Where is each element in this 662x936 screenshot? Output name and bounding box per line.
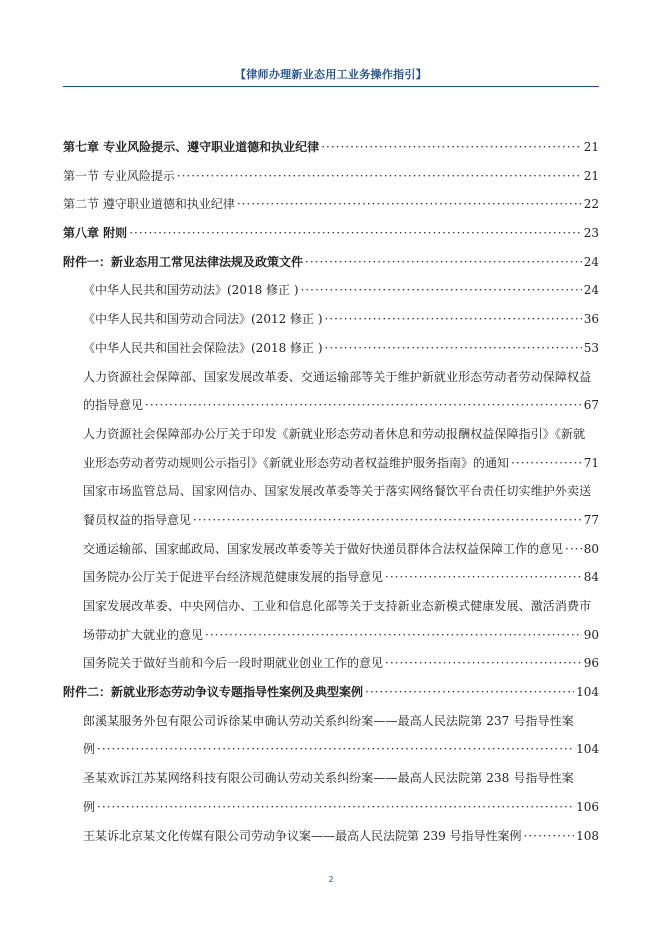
dot-leader	[385, 649, 582, 678]
toc-entry-line1[interactable]: 人力资源社会保障部办公厅关于印发《新就业形态劳动者休息和劳动报酬权益保障指引》《新就	[83, 426, 586, 441]
toc-entry-title: 王某诉北京某文化传媒有限公司劳动争议案——最高人民法院第 239 号指导性案例	[83, 828, 522, 843]
dot-leader	[365, 678, 574, 707]
toc-page-number: 53	[583, 340, 599, 355]
dot-leader	[97, 735, 574, 764]
toc-entry-title: 附件二：新就业形态劳动争议专题指导性案例及典型案例	[63, 685, 364, 700]
table-of-contents	[63, 133, 599, 850]
toc-entry-section-2[interactable]	[63, 190, 599, 219]
toc-entry-title: 的指导意见	[83, 398, 144, 413]
toc-entry-title: 场带动扩大就业的意见	[83, 627, 204, 642]
toc-entry-title: 餐员权益的指导意见	[83, 512, 192, 527]
toc-entry-line1[interactable]: 国家发展改革委、中央网信办、工业和信息化部等关于支持新业态新模式健康发展、激活消费市	[83, 599, 592, 613]
header-divider	[63, 86, 599, 87]
toc-entry-title: 业形态劳动者劳动规则公示指引》《新就业形态劳动者权益维护服务指南》的通知	[83, 455, 510, 470]
toc-entry-title: 第七章 专业风险提示、遵守职业道德和执业纪律	[63, 140, 320, 154]
toc-entry-title: 例	[83, 799, 96, 814]
toc-entry-title: 第八章 附则	[63, 226, 128, 241]
dot-leader	[524, 822, 575, 851]
toc-page-number: 21	[583, 140, 599, 154]
toc-entry-line1[interactable]: 圣某欢诉江苏某网络科技有限公司确认劳动关系纠纷案——最高人民法院第 238 号指导性案	[83, 771, 574, 786]
toc-entry-worker-rights-opinion[interactable]	[63, 391, 599, 420]
toc-entry-social-insurance-law[interactable]	[63, 334, 599, 363]
dot-leader	[97, 793, 574, 822]
toc-entry-platform-economy-opinion[interactable]	[63, 563, 599, 592]
toc-entry-new-business-opinion[interactable]	[63, 621, 599, 650]
toc-entry-labor-law[interactable]	[63, 276, 599, 305]
toc-entry-title: 例	[83, 742, 96, 757]
dot-leader	[511, 449, 582, 478]
toc-page-number: 24	[583, 254, 599, 269]
toc-entry-title: 《中华人民共和国社会保险法》(2018 修正 )	[83, 340, 323, 355]
toc-page-number: 96	[583, 656, 599, 671]
toc-entry-title: 第一节 专业风险提示	[63, 168, 175, 183]
toc-page-number: 36	[583, 312, 599, 327]
running-header: 【律师办理新业态用工业务操作指引】	[234, 68, 428, 81]
toc-entry-employment-opinion[interactable]	[63, 649, 599, 678]
dot-leader	[193, 506, 582, 535]
toc-entry-chapter-7[interactable]	[63, 133, 599, 162]
toc-page-number: 84	[583, 570, 599, 585]
dot-leader	[321, 133, 582, 162]
toc-entry-case-237[interactable]	[63, 735, 599, 764]
toc-entry-attachment-1[interactable]	[63, 248, 599, 277]
dot-leader	[565, 535, 582, 564]
toc-entry-chapter-8[interactable]	[63, 219, 599, 248]
toc-entry-title: 第二节 遵守职业道德和执业纪律	[63, 197, 235, 212]
page-number: 2	[328, 875, 334, 884]
toc-entry-title: 交通运输部、国家邮政局、国家发展改革委等关于做好快递员群体合法权益保障工作的意见	[83, 541, 564, 556]
toc-page-number: 104	[576, 685, 599, 700]
toc-page-number: 80	[583, 541, 599, 556]
toc-entry-labor-contract-law[interactable]	[63, 305, 599, 334]
toc-entry-section-1[interactable]	[63, 162, 599, 191]
dot-leader	[325, 334, 582, 363]
toc-entry-line1[interactable]: 人力资源社会保障部、国家发展改革委、交通运输部等关于维护新就业形态劳动者劳动保障权益	[83, 369, 592, 384]
toc-entry-title: 国务院关于做好当前和今后一段时期就业创业工作的意见	[83, 656, 384, 671]
dot-leader	[129, 219, 582, 248]
dot-leader	[301, 276, 582, 305]
toc-page-number: 106	[576, 799, 599, 814]
toc-entry-line1[interactable]: 国家市场监管总局、国家网信办、国家发展改革委等关于落实网络餐饮平台责任切实维护外卖送	[83, 484, 592, 499]
toc-page-number: 67	[583, 398, 599, 413]
toc-page-number: 77	[583, 512, 599, 527]
dot-leader	[177, 162, 582, 191]
dot-leader	[205, 621, 582, 650]
toc-entry-courier-opinion[interactable]	[63, 535, 599, 564]
toc-entry-title: 国务院办公厅关于促进平台经济规范健康发展的指导意见	[83, 570, 384, 585]
toc-page-number: 21	[583, 168, 599, 183]
dot-leader	[145, 391, 582, 420]
toc-entry-attachment-2[interactable]	[63, 678, 599, 707]
dot-leader	[237, 190, 582, 219]
toc-entry-title: 附件一：新业态用工常见法律法规及政策文件	[63, 254, 304, 269]
toc-entry-hr-notice[interactable]	[63, 449, 599, 478]
toc-page-number: 22	[583, 197, 599, 212]
toc-entry-case-238[interactable]	[63, 793, 599, 822]
toc-entry-case-239[interactable]	[63, 822, 599, 851]
toc-page-number: 71	[583, 455, 599, 470]
dot-leader	[325, 305, 582, 334]
toc-page-number: 108	[576, 828, 599, 843]
dot-leader	[385, 563, 582, 592]
toc-entry-food-delivery-opinion[interactable]	[63, 506, 599, 535]
toc-entry-line1[interactable]: 郎溪某服务外包有限公司诉徐某申确认劳动关系纠纷案——最高人民法院第 237 号指导性案	[83, 713, 574, 728]
toc-page-number: 104	[576, 742, 599, 757]
toc-entry-title: 《中华人民共和国劳动合同法》(2012 修正 )	[83, 312, 323, 327]
toc-page-number: 24	[583, 283, 599, 298]
toc-entry-title: 《中华人民共和国劳动法》(2018 修正 )	[83, 283, 299, 298]
toc-page-number: 90	[583, 627, 599, 642]
toc-page-number: 23	[583, 226, 599, 241]
dot-leader	[305, 248, 582, 277]
